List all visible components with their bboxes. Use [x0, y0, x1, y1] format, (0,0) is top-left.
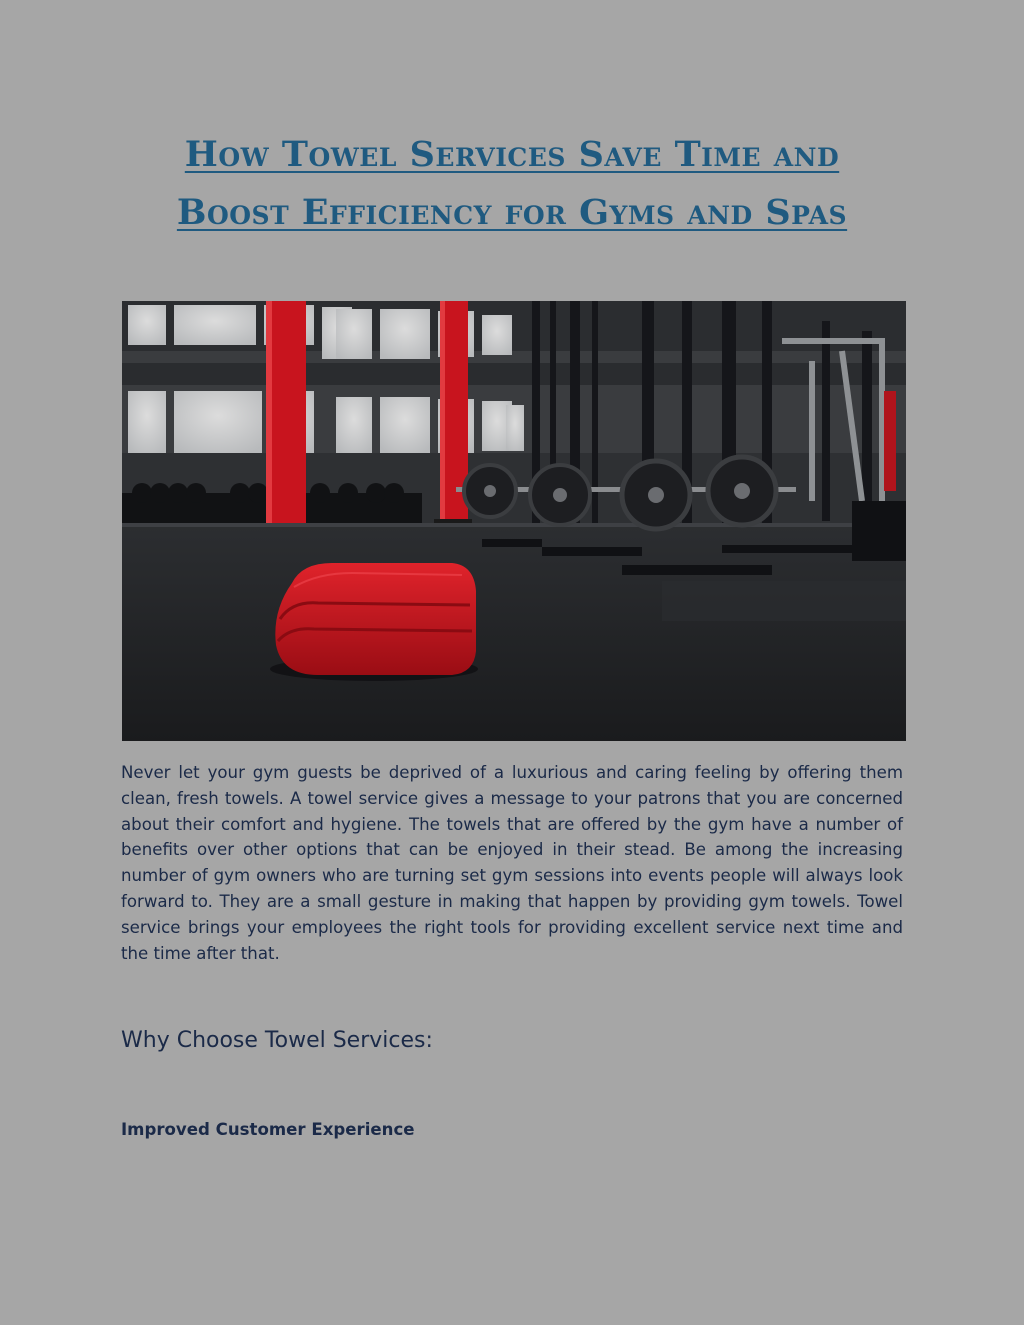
sub-heading: Improved Customer Experience [121, 1120, 415, 1139]
intro-paragraph: Never let your gym guests be deprived of a luxurious and caring feeling by offering them clean, fresh towels. A towel service gives a message to your patrons that you are concerned about their comfort and hygiene. The towels that are offered by the gym have a number of benefits over other options that can be enjoyed in their stead. Be among the increasing number of gym owners who are turning set gym sessions into events people will always look forward to. They are a small gesture in making that happen by providing gym towels. Towel service brings your employees the right tools for providing excellent service next time and the time after that. [121, 763, 903, 963]
title-line-2: Boost Efficiency for Gyms and Spas [176, 192, 848, 233]
gym-photo [122, 301, 906, 741]
section-heading: Why Choose Towel Services: [121, 1028, 433, 1053]
title-line-1: How Towel Services Save Time and [184, 134, 840, 175]
page-title [0, 126, 1024, 242]
